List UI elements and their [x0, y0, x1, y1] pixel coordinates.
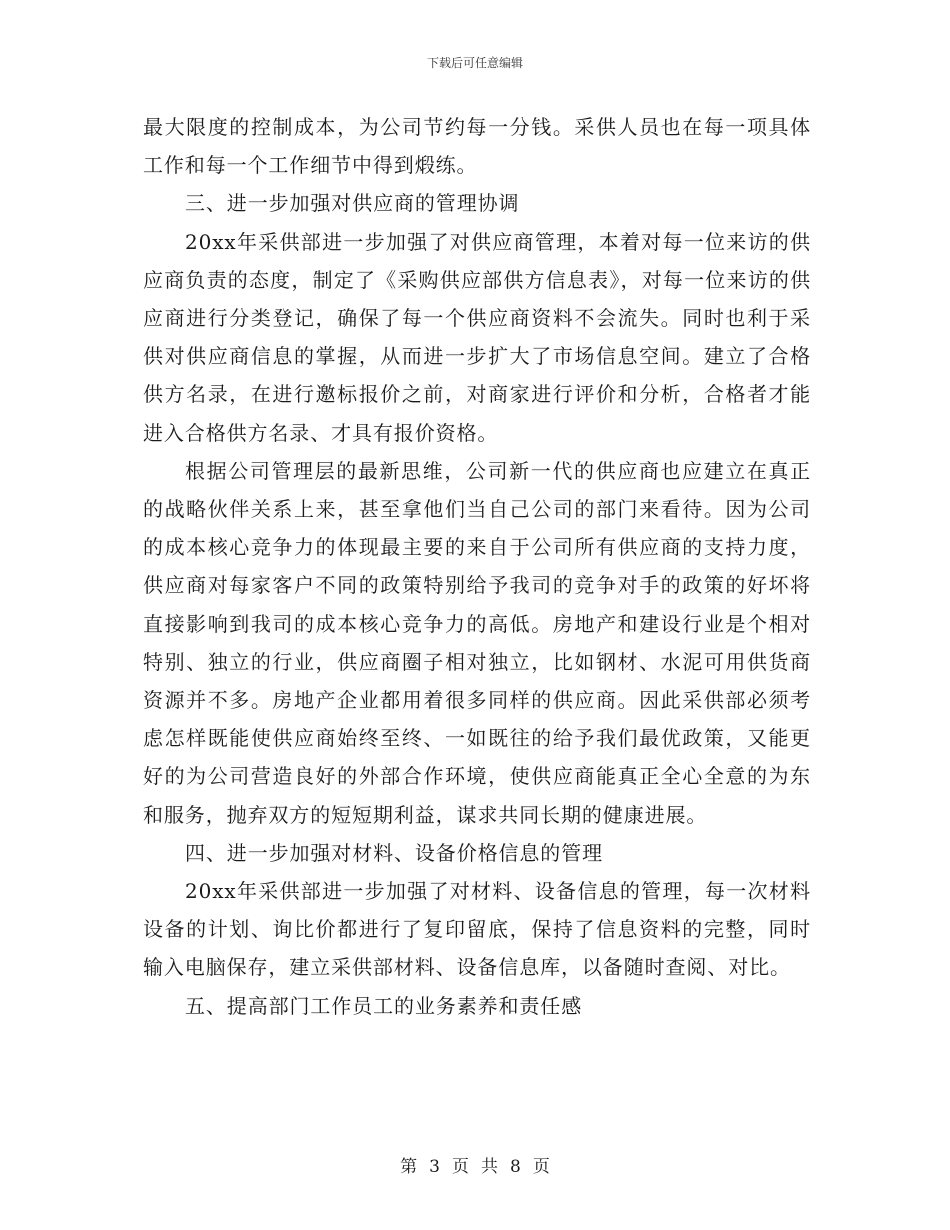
footer-current-page: 3 [429, 1157, 440, 1177]
paragraph-price-information: 20xx年采供部进一步加强了对材料、设备信息的管理，每一次材料设备的计划、询比价都进行了复印留底，保持了信息资料的完整，同时输入电脑保存，建立采供部材料、设备信息库，以备随时查阅、对比。 [143, 879, 811, 980]
document-body [143, 108, 811, 1025]
paragraph-strategic-partnership: 根据公司管理层的最新思维，公司新一代的供应商也应建立在真正的战略伙伴关系上来，甚至拿他们当自己公司的部门来看待。因为公司的成本核心竞争力的体现最主要的来自于公司所有供应商的支持力度，供应商对每家客户不同的政策特别给予我司的竞争对手的政策的好坏将直接影响到我司的成本核心竞争力的高低。房地产和建设行业是个相对特别、独立的行业，供应商圈子相对独立，比如钢材、水泥可用供货商资源并不多。房地产企业都用着很多同样的供应商。因此采供部必须考虑怎样既能使供应商始终至终、一如既往的给予我们最优政策，又能更好的为公司营造良好的外部合作环境，使供应商能真正全心全意的为东和服务，抛弃双方的短短期利益，谋求共同长期的健康进展。 [143, 458, 811, 827]
page-footer [0, 1152, 950, 1177]
footer-suffix: 页 [532, 1157, 550, 1177]
paragraph-supplier-registration: 20xx年采供部进一步加强了对供应商管理，本着对每一位来访的供应商负责的态度，制定了《采购供应部供方信息表》，对每一位来访的供应商进行分类登记，确保了每一个供应商资料不会流失。同时也利于采供对供应商信息的掌握，从而进一步扩大了市场信息空间。建立了合格供方名录，在进行邀标报价之前，对商家进行评价和分析，合格者才能进入合格供方名录、才具有报价资格。 [143, 229, 811, 445]
footer-total-pages: 8 [510, 1157, 521, 1177]
heading-supplier-management: 三、进一步加强对供应商的管理协调 [185, 191, 520, 216]
footer-prefix: 第 [400, 1157, 418, 1177]
paragraph-cost-control: 最大限度的控制成本，为公司节约每一分钱。采供人员也在每一项具体工作和每一个工作细节中得到煅练。 [143, 115, 811, 178]
heading-price-information: 四、进一步加强对材料、设备价格信息的管理 [185, 840, 603, 865]
page-header: 下载后可任意编辑 [426, 56, 523, 70]
footer-total-word: 共 [481, 1157, 498, 1177]
heading-staff-quality: 五、提高部门工作员工的业务素养和责任感 [185, 993, 583, 1018]
footer-page-word: 页 [452, 1157, 469, 1177]
